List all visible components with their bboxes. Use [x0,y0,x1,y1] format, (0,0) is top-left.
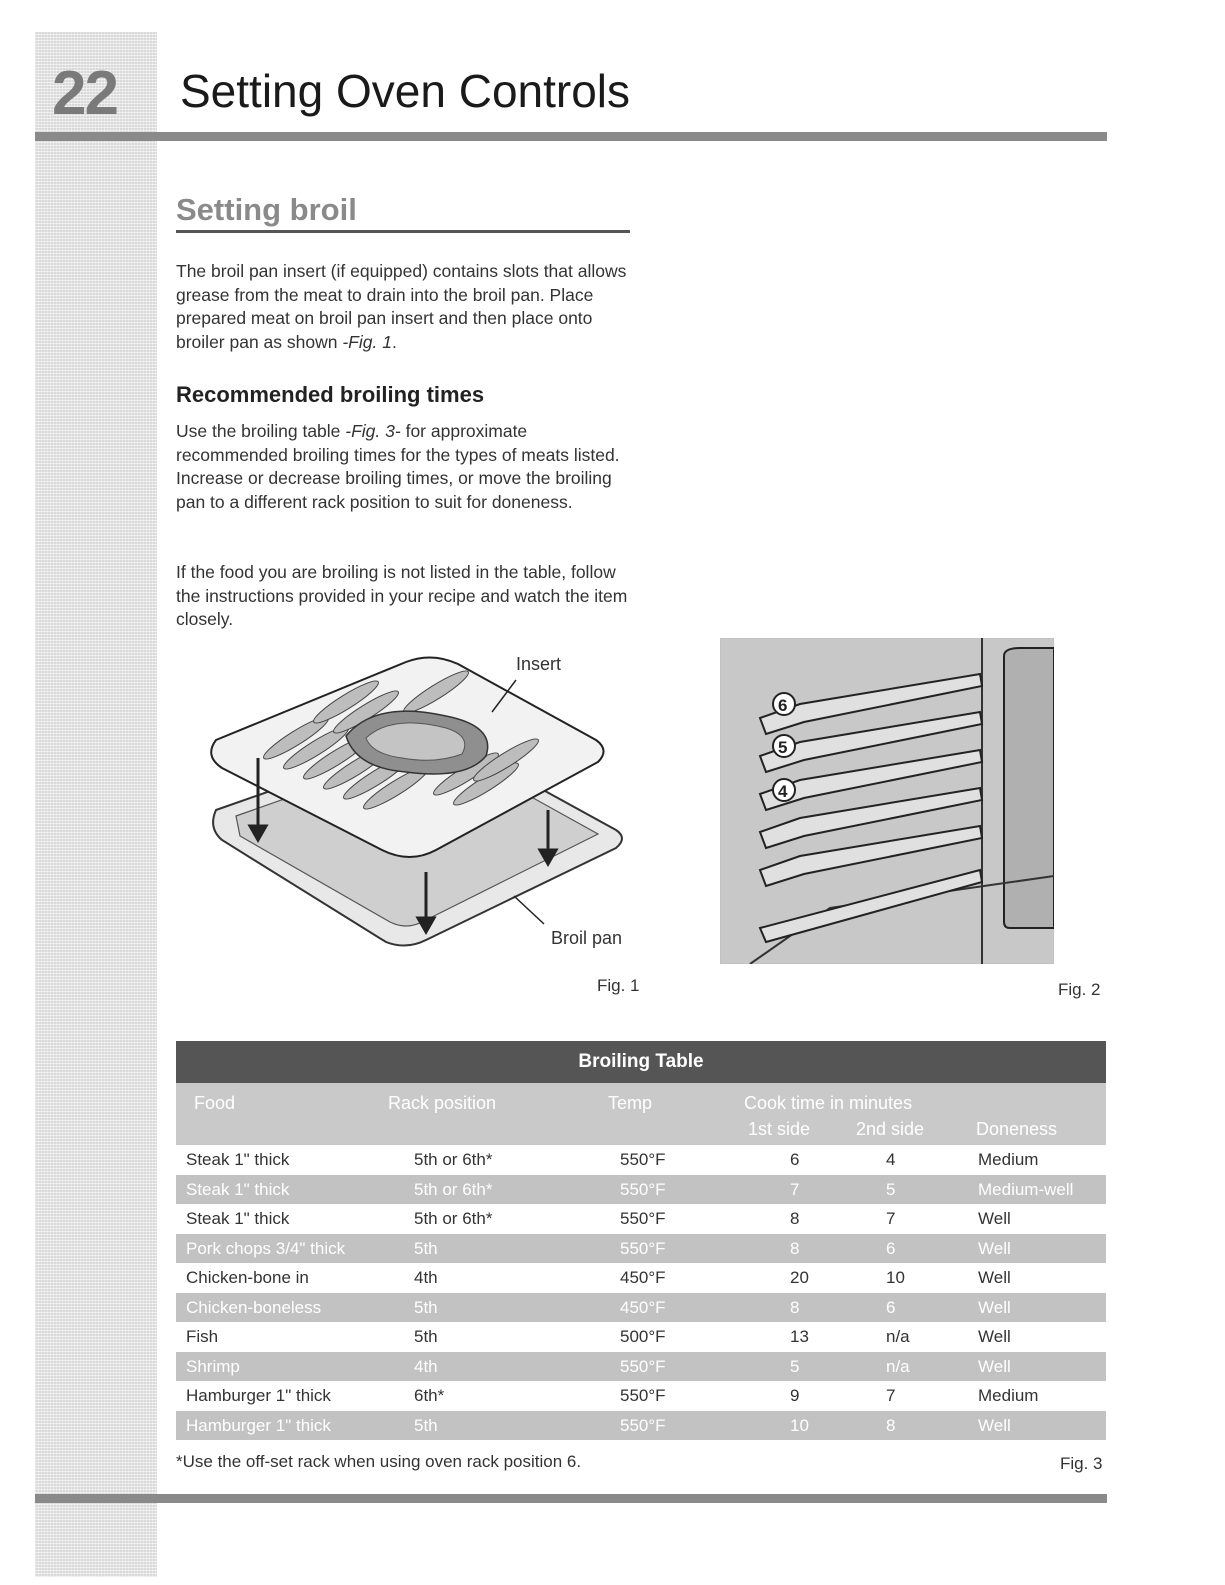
doneness-cell: Well [978,1238,1011,1258]
first-side-cell: 8 [790,1238,800,1258]
second-side-cell: 10 [886,1268,905,1287]
doneness-cell: Well [978,1209,1011,1228]
table-row [176,1411,1106,1441]
insert-label: Insert [516,654,562,674]
table-row [176,1263,1106,1293]
first-side-cell: 5 [790,1356,800,1376]
table-footnote: *Use the off-set rack when using oven rack position 6. [176,1452,582,1471]
oven-rack-illustration [720,638,1054,964]
rack-cell: 6th* [414,1386,445,1405]
intro-end: . [391,331,397,352]
rack-marker-5: 5 [778,738,788,757]
page-number: 22 [52,59,117,128]
table-row [176,1293,1106,1323]
second-side-cell: 7 [886,1209,896,1228]
table-body [176,1145,1106,1440]
temp-cell: 550°F [620,1150,666,1169]
rack-cell: 5th [414,1297,438,1317]
header-food: Food [194,1093,236,1113]
temp-cell: 450°F [620,1297,666,1317]
header-rack: Rack position [388,1093,497,1113]
table-header [176,1083,1106,1145]
table-row [176,1352,1106,1382]
rack-marker-4: 4 [778,782,788,801]
section-underline [176,230,630,233]
temp-cell: 550°F [620,1386,666,1405]
page-title: Setting Oven Controls [180,65,631,117]
header-doneness: Doneness [976,1119,1058,1139]
first-side-cell: 6 [790,1150,800,1169]
bottom-divider [35,1494,1107,1503]
rack-cell: 4th [414,1268,438,1287]
temp-cell: 550°F [620,1179,666,1199]
second-side-cell: 6 [886,1238,896,1258]
section-heading: Setting broil [176,192,357,227]
doneness-cell: Well [978,1268,1011,1287]
subheading: Recommended broiling times [176,382,485,407]
rack-cell: 5th or 6th* [414,1179,493,1199]
first-side-cell: 7 [790,1179,800,1199]
para2-fig-ref: -Fig. 3- [345,421,401,441]
first-side-cell: 13 [790,1327,809,1346]
rack-cell: 5th [414,1415,438,1435]
rack-cell: 5th or 6th* [414,1150,493,1169]
header-first-side: 1st side [748,1119,811,1139]
second-side-cell: n/a [886,1327,910,1346]
temp-cell: 550°F [620,1209,666,1228]
table-row [176,1381,1106,1411]
food-cell: Fish [186,1327,219,1346]
top-divider [35,132,1107,141]
temp-cell: 550°F [620,1238,666,1258]
doneness-cell: Medium-well [978,1179,1074,1199]
food-cell: Hamburger 1" thick [186,1386,331,1405]
table-row [176,1234,1106,1264]
first-side-cell: 9 [790,1386,800,1405]
broil-pan-illustration [196,640,656,980]
second-side-cell: 8 [886,1415,896,1435]
first-side-cell: 20 [790,1268,809,1287]
intro-fig-ref: -Fig. 1 [342,331,392,352]
side-bar [35,32,157,1577]
first-side-cell: 8 [790,1209,800,1228]
food-cell: Steak 1" thick [186,1209,290,1228]
doneness-cell: Medium [978,1150,1039,1169]
unlisted-food-paragraph: If the food you are broiling is not listed in the table, follow the instructions provided in your recipe and watch the item closely. [176,562,628,629]
temp-cell: 450°F [620,1268,666,1287]
second-side-cell: 7 [886,1386,896,1405]
temp-cell: 500°F [620,1327,666,1346]
table-row [176,1204,1106,1234]
doneness-cell: Well [978,1415,1011,1435]
second-side-cell: n/a [886,1356,910,1376]
fig3-label: Fig. 3 [1060,1454,1103,1473]
doneness-cell: Well [978,1327,1011,1346]
broiling-table [176,1041,1106,1440]
rack-cell: 5th [414,1327,438,1346]
rack-cell: 5th or 6th* [414,1209,493,1228]
food-cell: Steak 1" thick [186,1179,290,1199]
para2-start: Use the broiling table [176,421,346,441]
header-cook-time: Cook time in minutes [744,1093,913,1113]
table-row [176,1322,1106,1352]
food-cell: Chicken-bone in [186,1268,309,1287]
first-side-cell: 10 [790,1415,809,1435]
fig2-label: Fig. 2 [1058,980,1101,999]
intro-paragraph [176,260,636,354]
fig1-label: Fig. 1 [597,976,640,995]
temp-cell: 550°F [620,1356,666,1376]
food-cell: Steak 1" thick [186,1150,290,1169]
food-cell: Chicken-boneless [186,1297,322,1317]
rack-cell: 4th [414,1356,438,1376]
table-row [176,1175,1106,1205]
rack-cell: 5th [414,1238,438,1258]
first-side-cell: 8 [790,1297,800,1317]
header-temp: Temp [608,1093,653,1113]
second-side-cell: 5 [886,1179,896,1199]
broil-pan-label: Broil pan [551,928,623,948]
table-title: Broiling Table [176,1041,1106,1083]
para2-end: for approximate recommended broiling times for the types of meats listed. Increase or decrease broiling times, or move the broiling pan to a different rack position to suit for doneness. [176,421,620,512]
doneness-cell: Well [978,1356,1011,1376]
header-second-side: 2nd side [856,1119,925,1139]
rack-marker-6: 6 [778,696,788,715]
temp-cell: 550°F [620,1415,666,1435]
doneness-cell: Medium [978,1386,1039,1405]
second-side-cell: 6 [886,1297,896,1317]
table-row [176,1145,1106,1175]
intro-text: The broil pan insert (if equipped) contains slots that allows grease from the meat to drain into the broil pan. Place prepared meat on broil pan insert and then place onto broiler pan as shown [176,261,627,352]
food-cell: Shrimp [186,1356,240,1376]
broil-times-paragraph [176,420,636,514]
second-side-cell: 4 [886,1150,896,1169]
doneness-cell: Well [978,1297,1011,1317]
food-cell: Hamburger 1" thick [186,1415,331,1435]
food-cell: Pork chops 3/4" thick [186,1238,346,1258]
